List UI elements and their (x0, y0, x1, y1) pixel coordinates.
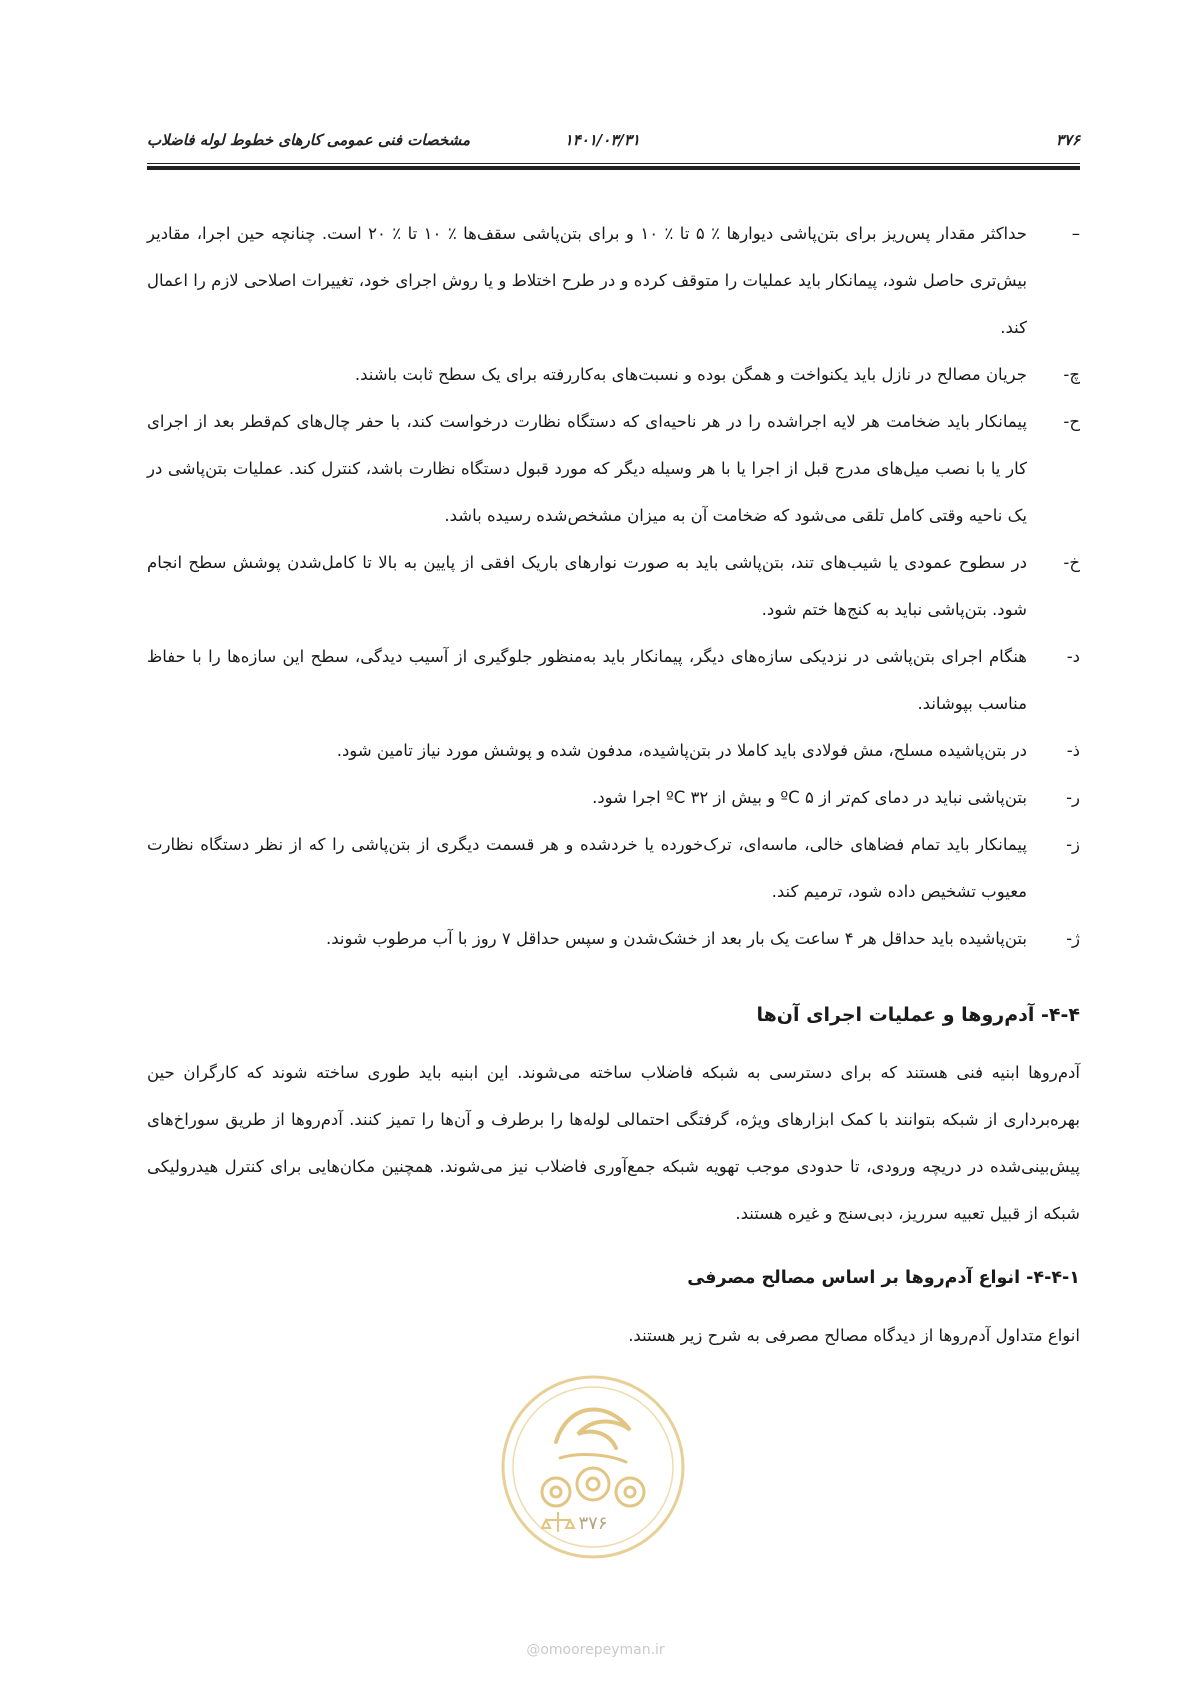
list-item-text: بتن‌پاشیده باید حداقل هر ۴ ساعت یک بار بعد از خشک‌شدن و سپس حداقل ۷ روز با آب مرطوب شوند. (326, 929, 1027, 948)
list-item-text: حداکثر مقدار پس‌ریز برای بتن‌پاشی دیوارها ٪ ۵ تا ٪ ۱۰ و برای بتن‌پاشی سقف‌ها ٪ ۱۰ تا ٪ ۲۰ است. چنانچه حین اجرا، مقادیر بیش‌تری حاصل شود، پیمانکار باید عملیات را متوقف کرده و در طرح اختلاط و یا روش اجرای خود، تغییرات اصلاحی لازم را اعمال کند. (147, 224, 1028, 337)
list-item (147, 774, 1080, 821)
list-item-text: در بتن‌پاشیده مسلح، مش فولادی باید کاملا در بتن‌پاشیده، مدفون شده و پوشش مورد نیاز تامین شود. (336, 741, 1027, 760)
subsection-paragraph: انواع متداول آدم‌روها از دیدگاه مصالح مصرفی به شرح زیر هستند. (628, 1326, 1080, 1345)
page-header (147, 125, 1080, 155)
list-item-text: بتن‌پاشی نباید در دمای کم‌تر از ۵ ºC و بیش از ۳۲ ºC اجرا شود. (592, 788, 1027, 807)
list-marker: چ- (1063, 365, 1080, 384)
list-item (147, 821, 1080, 915)
list-item-text: هنگام اجرای بتن‌پاشی در نزدیکی سازه‌های دیگر، پیمانکار باید به‌منظور جلوگیری از آسیب دیدگی، سطح این سازه‌ها را با حفاظ مناسب بپوشاند. (147, 647, 1027, 713)
list-item (147, 915, 1080, 962)
subsection-heading: ۴-۴-۱- انواع آدم‌روها بر اساس مصالح مصرفی (687, 1268, 1080, 1288)
list-marker: ژ- (1066, 929, 1080, 948)
header-page-number: ۳۷۶ (1055, 131, 1080, 149)
header-rule (147, 163, 1080, 164)
seal-stamp (498, 1372, 688, 1562)
list-marker: ذ- (1066, 741, 1080, 760)
page-content (147, 210, 1080, 1359)
section-heading: ۴-۴- آدم‌روها و عملیات اجرای آن‌ها (756, 1004, 1080, 1026)
seal-page-number: ۳۷۶ (578, 1513, 608, 1534)
seal-calligraphy (556, 1409, 630, 1448)
list-item (147, 633, 1080, 727)
list-item (147, 351, 1080, 398)
watermark-text: @omoorepeyman.ir (526, 1642, 665, 1658)
list-item (147, 727, 1080, 774)
list-item (147, 398, 1080, 539)
list-item-text: در سطوح عمودی یا شیب‌های تند، بتن‌پاشی باید به صورت نوارهای باریک افقی از پایین به بالا تا کامل‌شدن پوشش سطح انجام شود. بتن‌پاشی نباید به کنج‌ها ختم شود. (147, 553, 1027, 619)
section-paragraph: آدم‌روها ابنیه فنی هستند که برای دسترسی به شبکه فاضلاب ساخته می‌شوند. این ابنیه باید طوری ساخته شوند که کارگران حین بهره‌برداری از شبکه بتوانند با کمک ابزارهای ویژه، گرفتگی احتمالی لوله‌ها را برطرف و آن‌ها را تمیز کنند. آدم‌روها از طریق سوراخ‌های پیش‌بینی‌شده در دریچه ورودی، تا حدودی موجب تهویه شبکه جمع‌آوری فاضلاب نیز می‌شوند. همچنین مکان‌هایی برای کنترل هیدرولیکی شبکه از قبیل تعبیه سرریز، دبی‌سنج و غیره هستند. (147, 1063, 1080, 1223)
list-item (147, 539, 1080, 633)
header-title: مشخصات فنی عمومی کارهای خطوط لوله فاضلاب (147, 131, 471, 149)
list-marker: ر- (1066, 788, 1080, 807)
list-marker: د- (1066, 647, 1080, 666)
header-rule-thick (147, 166, 1080, 170)
list-item-text: پیمانکار باید ضخامت هر لایه اجراشده را در هر ناحیه‌ای که دستگاه نظارت درخواست کند، با حفر چال‌های کم‌قطر بعد از اجرای کار یا با نصب میل‌های مدرج قبل از اجرا یا با هر وسیله دیگر که مورد قبول دستگاه نظارت باشد، کنترل کند. عملیات بتن‌پاشی در یک ناحیه وقتی کامل تلقی می‌شود که ضخامت آن به میزان مشخص‌شده رسیده باشد. (147, 412, 1027, 525)
list-marker: ز- (1066, 835, 1080, 854)
scale-icon (542, 1512, 574, 1532)
list-marker: خ- (1063, 553, 1080, 572)
gear-icon (542, 1468, 644, 1506)
list-item (147, 210, 1080, 351)
list-item-text: جریان مصالح در نازل باید یکنواخت و همگن بوده و نسبت‌های به‌کاررفته برای یک سطح ثابت باشند. (354, 365, 1027, 384)
header-date: ۱۴۰۱/۰۳/۳۱ (564, 131, 640, 149)
list-marker: ح- (1063, 412, 1080, 431)
seal-calligraphy-stroke (560, 1455, 626, 1462)
list-item-text: پیمانکار باید تمام فضاهای خالی، ماسه‌ای، ترک‌خورده یا خردشده و هر قسمت دیگری از بتن‌پاشی را که از نظر دستگاه نظارت معیوب تشخیص داده شود، ترمیم کند. (147, 835, 1027, 901)
list-marker: – (1071, 224, 1080, 243)
